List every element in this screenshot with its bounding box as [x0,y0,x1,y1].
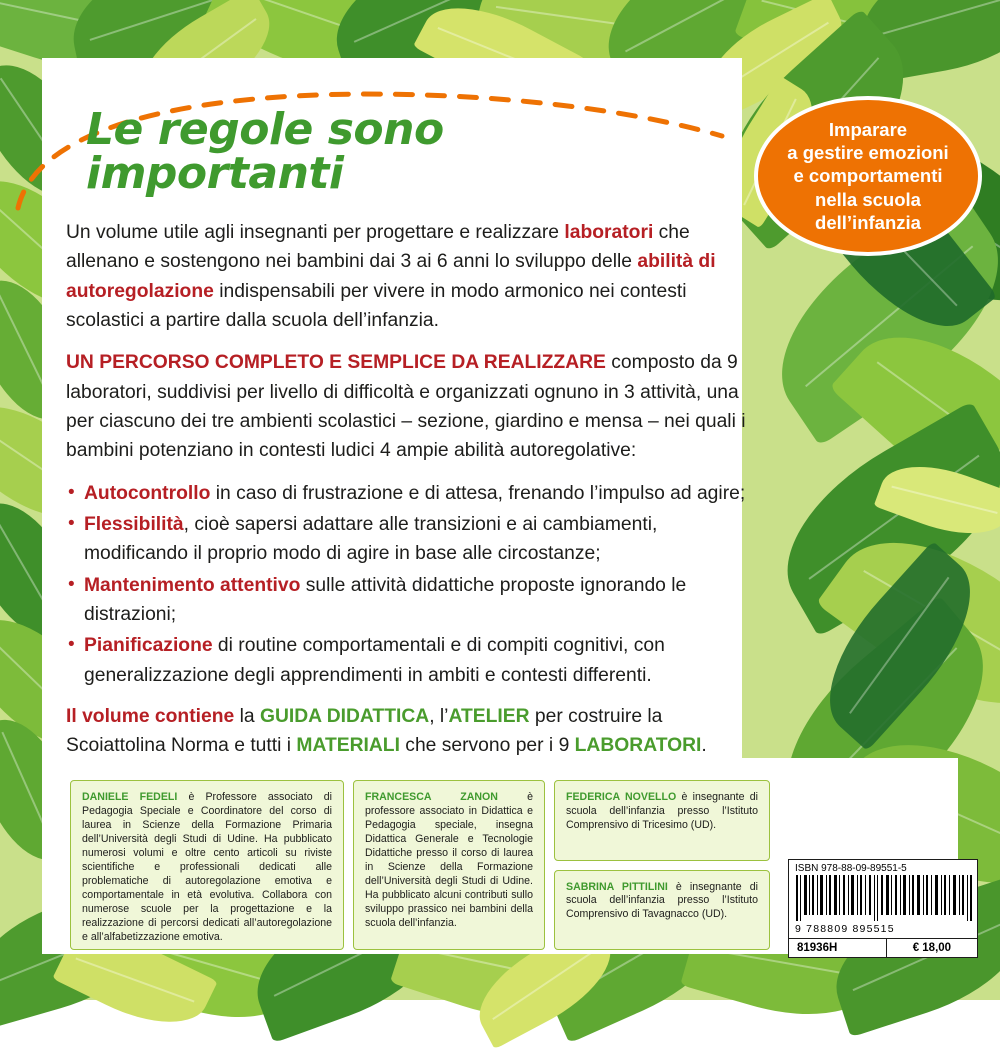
isbn-footer [789,938,977,957]
closing-t3: per costruire la Scoiattolina Norma e tutti i [66,705,663,757]
bullet-head: Autocontrollo [84,482,211,504]
isbn-digits: 9 788809 895515 [795,923,895,935]
intro-text-2: che allenano e sostengono nei bambini dai 3 ai 6 anni lo sviluppo delle [66,222,690,273]
product-code: 81936H [789,939,887,957]
intro-paragraph [66,218,766,335]
bullet-head: Pianificazione [84,635,213,657]
author-name: FRANCESCA ZANON [365,791,498,803]
page-title: Le regole sono importanti [86,104,444,199]
closing-paragraph [66,702,766,761]
list-item [66,479,766,508]
status-badge [754,96,982,256]
badge-line-3: e comportamenti [793,165,943,187]
bullet-text: in caso di frustrazione e di attesa, frenando l’impulso ad agire; [210,482,746,504]
intro-text-3: indispensabili per vivere in modo armonico nei contesti scolastici a partire dalla scuola dell’infanzia. [66,280,687,331]
closing-t4: che servono per i 9 [399,735,575,757]
intro-text-1: Un volume utile agli insegnanti per progettare e realizzare [66,222,565,243]
badge-line-1: Imparare [828,119,908,141]
list-item [66,571,766,630]
badge-line-2: a gestire emozioni [787,142,949,164]
bullet-head: Flessibilità [84,513,184,535]
author-bio: è insegnante di scuola dell’infanzia presso l’Istituto Comprensivo di Tavagnacco (UD). [566,880,758,921]
body-copy [66,218,766,774]
author-name: SABRINA PITTILINI [566,880,668,893]
list-item [66,631,766,690]
author-name: FEDERICA NOVELLO [566,791,677,803]
list-item [66,510,766,569]
percorso-heading: UN PERCORSO COMPLETO E SEMPLICE DA REALIZZARE [66,352,606,374]
author-name: DANIELE FEDELI [82,791,178,803]
isbn-label: ISBN 978-88-09-89551-5 [795,863,907,874]
isbn-barcode-block [788,859,978,958]
bullet-text: , cioè sapersi adattare alle transizioni e ai cambiamenti, modificando il proprio modo di agire in base alle circostanze; [84,513,658,565]
author-box-pittilini [554,870,770,951]
author-bio: è insegnante di scuola dell’infanzia presso l’Istituto Comprensivo di Tricesimo (UD). [566,791,758,831]
closing-atelier: ATELIER [448,705,530,727]
closing-laboratori: LABORATORI [574,735,702,757]
author-bios [70,780,776,950]
author-bio: è Professore associato di Pedagogia Speciale e Coordinatore del corso di laurea in Scienze della Formazione Primaria dell’Università degli Studi di Udine. Ha pubblicato numerosi volumi e oltre cento articoli su riviste scientifiche e professionali dedicati alle problematiche di autoregolazione emotiva e comportamentale in età evolutiva. Collabora con numerose scuole per la progettazione e la realizzazione di percorsi dedicati all’autoregolazione e all’alfabetizzazione emotiva. [82,791,333,943]
intro-bold-autoregolazione: abilità di autoregolazione [66,251,716,302]
closing-t5: . [701,735,707,757]
author-box-zanon [353,780,545,950]
badge-line-4: nella scuola [815,188,921,210]
intro-bold-laboratori: laboratori [564,222,654,243]
bullet-text: di routine comportamentali e di compiti cognitivi, con generalizzazione degli apprendimenti in ambiti e contesti differenti. [84,635,665,686]
author-column-right [554,780,770,950]
closing-materiali: MATERIALI [296,735,400,757]
bullet-head: Mantenimento attentivo [84,574,301,596]
price-label: € 18,00 [912,942,952,954]
author-box-fedeli [70,780,344,950]
bullet-text: sulle attività didattiche proposte ignorando le distrazioni; [84,574,687,625]
closing-lead: Il volume contiene [66,705,235,727]
percorso-text: composto da 9 laboratori, suddivisi per livello di difficoltà e organizzati ognuno in 3 attività, una per ciascuno dei tre ambienti scolastici – sezione, giardino e mensa – nei quali i bambini potenziano in contesti ludici 4 ampie abilità autoregolative: [66,352,746,462]
closing-t2: , l’ [429,705,449,727]
author-bio: è professore associato in Didattica e Pedagogia speciale, insegna Didattica Generale e Tecnologie Didattiche presso il corso di laurea in Scienze della Formazione dell’Università degli Studi di Udine. Ha pubblicato alcuni contributi sullo sviluppo prassico nei bambini della scuola dell’infanzia. [365,791,533,929]
percorso-paragraph [66,348,766,465]
author-box-novello [554,780,770,861]
badge-line-5: dell’infanzia [815,211,921,233]
barcode-icon [795,875,973,921]
closing-t1: la [234,705,260,727]
abilities-list [66,479,766,690]
closing-guida: GUIDA DIDATTICA [259,705,430,727]
